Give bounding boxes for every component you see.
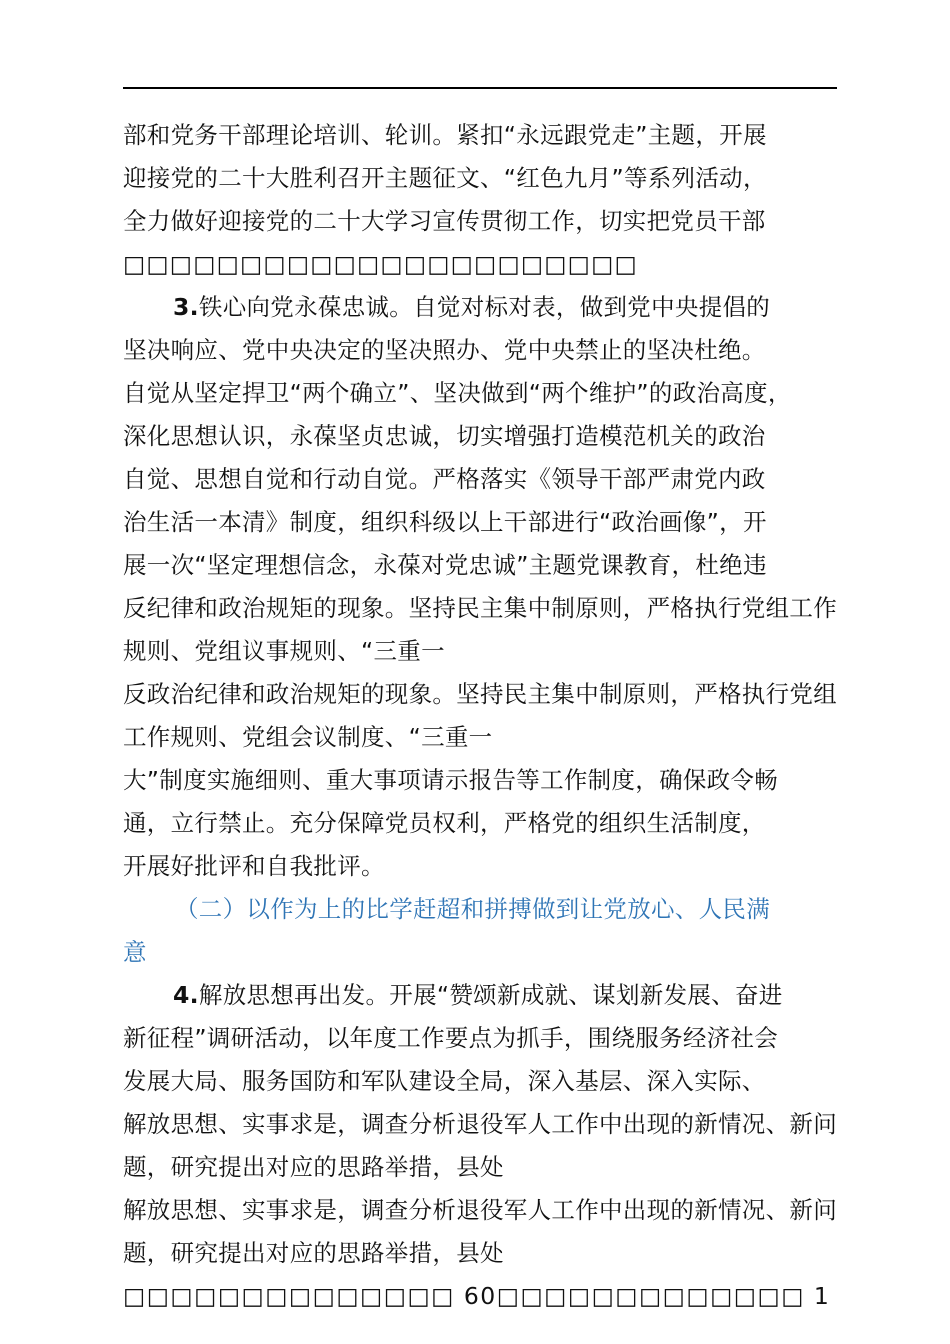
tofu-right: □□□□□□□□□□□□□ bbox=[496, 1282, 805, 1310]
body-line: 坚决响应、党中央决定的坚决照办、党中央禁止的坚决杜绝。 bbox=[123, 336, 766, 364]
body-line: 展一次“坚定理想信念，永葆对党忠诚”主题党课教育，杜绝违 bbox=[123, 551, 767, 579]
overlap-text-b: 解放思想、实事求是，调查分析退役军人工作中出现的新情况、新问题，研究提出对应的思路举措，县处 bbox=[123, 1196, 837, 1267]
overlap-text-a: 反纪律和政治规矩的现象。坚持民主集中制原则，严格执行党组工作规则、党组议事规则、“三重一 bbox=[123, 594, 837, 665]
body-text: 解放思想再出发。开展“赞颂新成就、谋划新发展、奋进 bbox=[198, 981, 783, 1009]
body-line: 部和党务干部理论培训、轮训。紧扣“永远跟党走”主题，开展 bbox=[123, 121, 767, 149]
body-line: 自觉从坚定捍卫“两个确立”、坚决做到“两个维护”的政治高度， bbox=[123, 379, 792, 407]
section-4-heading bbox=[123, 974, 837, 1017]
subsection-heading: （二）以作为上的比学赶超和拼搏做到让党放心、人民满 bbox=[175, 895, 770, 923]
document-body bbox=[123, 114, 837, 1318]
item-number: 4. bbox=[173, 981, 199, 1009]
body-line: 通，立行禁止。充分保障党员权利，严格党的组织生活制度， bbox=[123, 809, 766, 837]
overlap-text-a: 解放思想、实事求是，调查分析退役军人工作中出现的新情况、新问题，研究提出对应的思路举措，县处 bbox=[123, 1110, 837, 1181]
tofu-left: □□□□□□□□□□□□□□ bbox=[123, 1282, 455, 1310]
tofu-number: 60 bbox=[463, 1282, 497, 1310]
overlap-text-b: 反政治纪律和政治规矩的现象。坚持民主集中制原则，严格执行党组工作规则、党组会议制度、“三重一 bbox=[123, 680, 837, 751]
section-3-heading bbox=[123, 286, 837, 329]
missing-glyph-line: □□□□□□□□□□□□□□□□□□□□□□ bbox=[123, 250, 638, 278]
tofu-end: 1 bbox=[813, 1282, 831, 1310]
subsection-heading-cont: 意 bbox=[123, 938, 147, 966]
header-rule bbox=[123, 87, 837, 89]
missing-glyph-line bbox=[123, 1275, 837, 1318]
body-line: 自觉、思想自觉和行动自觉。严格落实《领导干部严肃党内政 bbox=[123, 465, 766, 493]
body-line: 发展大局、服务国防和军队建设全局，深入基层、深入实际、 bbox=[123, 1067, 766, 1095]
body-line: 治生活一本清》制度，组织科级以上干部进行“政治画像”，开 bbox=[123, 508, 767, 536]
body-text: 铁心向党永葆忠诚。自觉对标对表，做到党中央提倡的 bbox=[198, 293, 771, 321]
body-line: 深化思想认识，永葆坚贞忠诚，切实增强打造模范机关的政治 bbox=[123, 422, 766, 450]
body-line: 全力做好迎接党的二十大学习宣传贯彻工作，切实把党员干部 bbox=[123, 207, 766, 235]
body-line: 迎接党的二十大胜利召开主题征文、“红色九月”等系列活动， bbox=[123, 164, 767, 192]
item-number: 3. bbox=[173, 293, 199, 321]
body-line: 新征程”调研活动，以年度工作要点为抓手，围绕服务经济社会 bbox=[123, 1024, 779, 1052]
body-line: 大”制度实施细则、重大事项请示报告等工作制度，确保政令畅 bbox=[123, 766, 779, 794]
body-line: 开展好批评和自我批评。 bbox=[123, 852, 385, 880]
